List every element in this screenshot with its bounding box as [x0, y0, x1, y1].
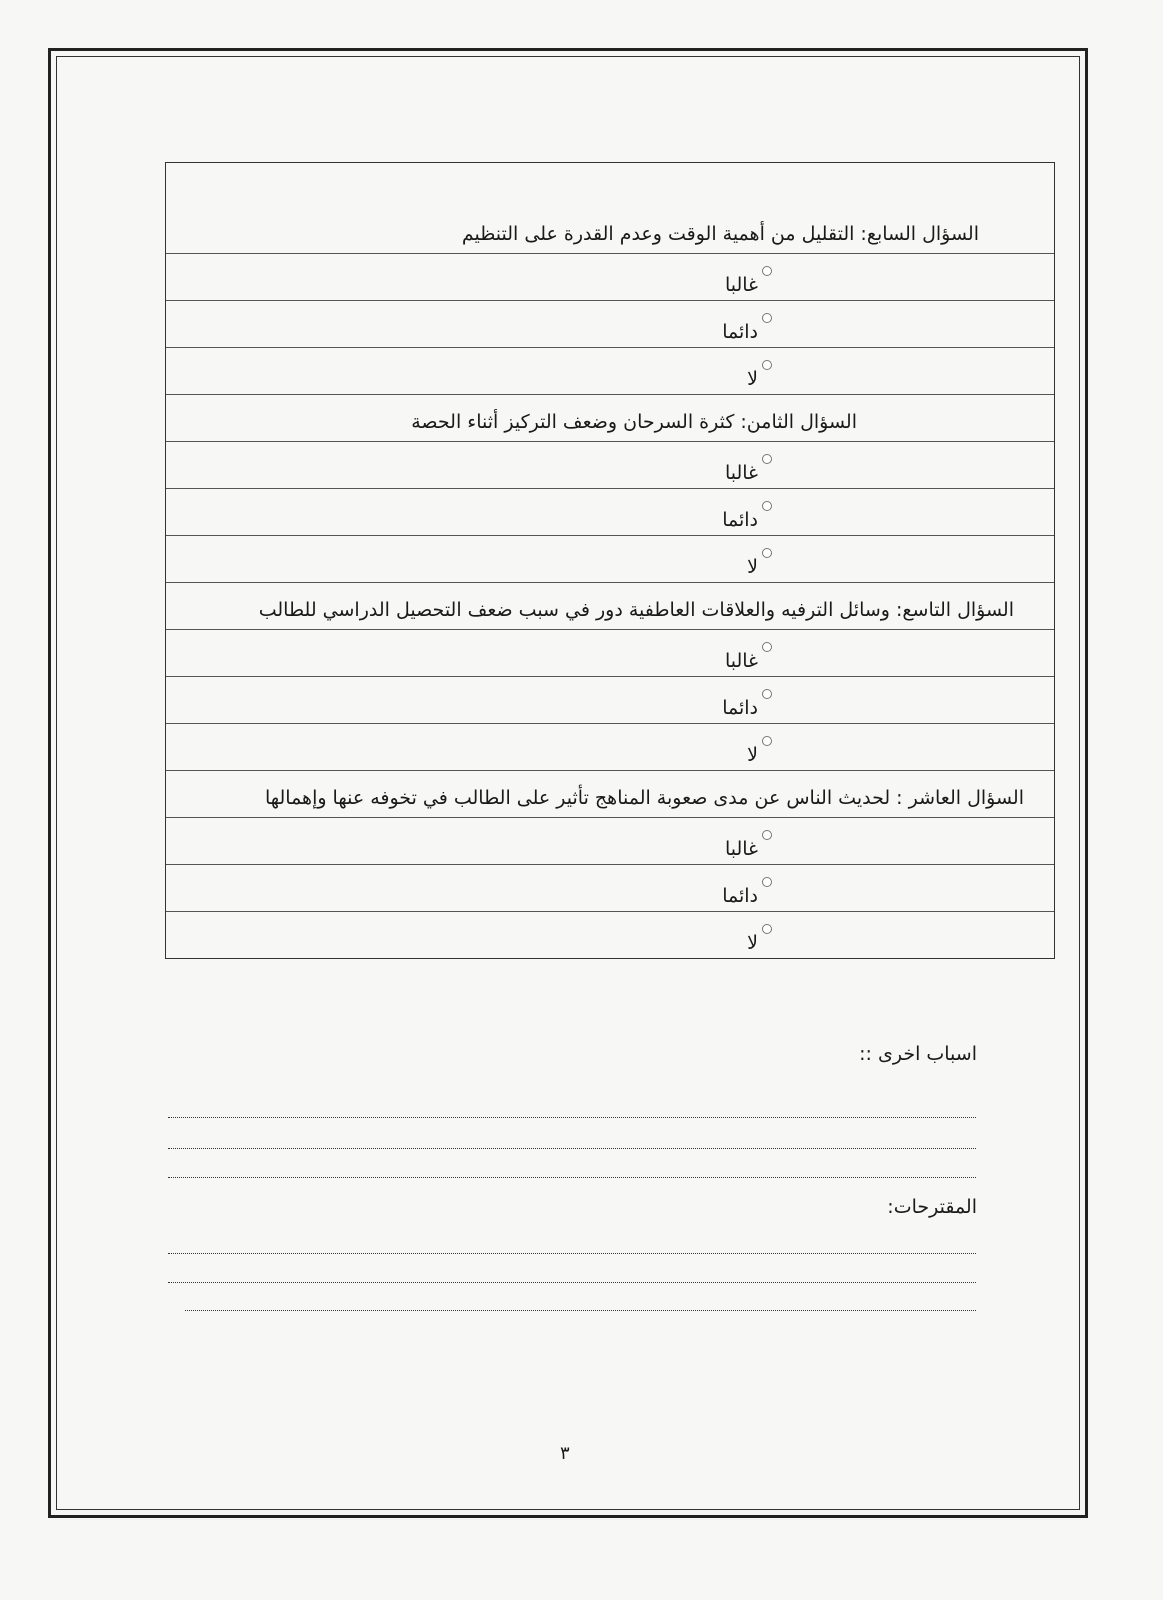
option-often[interactable]	[725, 274, 772, 296]
option-label: دائما	[722, 697, 758, 719]
question-row	[166, 163, 1054, 253]
option-label: غالبا	[724, 462, 758, 484]
suggestions-label: المقترحات:	[887, 1196, 977, 1218]
option-label: غالبا	[724, 274, 758, 296]
option-often[interactable]	[725, 462, 772, 484]
radio-button[interactable]	[762, 313, 772, 323]
option-no[interactable]	[747, 744, 772, 766]
question-row	[166, 770, 1054, 817]
option-row[interactable]	[166, 911, 1054, 958]
option-often[interactable]	[725, 838, 772, 860]
other-reasons-label: اسباب اخرى ::	[859, 1043, 977, 1065]
option-label: لا	[747, 368, 758, 390]
question-row	[166, 394, 1054, 441]
suggestions-line[interactable]	[168, 1253, 976, 1254]
option-no[interactable]	[747, 932, 772, 954]
radio-button[interactable]	[762, 830, 772, 840]
option-row[interactable]	[166, 300, 1054, 347]
option-label: دائما	[722, 509, 758, 531]
other-reasons-line[interactable]	[168, 1117, 976, 1118]
radio-button[interactable]	[762, 689, 772, 699]
question-row	[166, 582, 1054, 629]
option-label: دائما	[722, 885, 758, 907]
radio-button[interactable]	[762, 736, 772, 746]
option-row[interactable]	[166, 347, 1054, 394]
option-label: لا	[747, 932, 758, 954]
radio-button[interactable]	[762, 642, 772, 652]
radio-button[interactable]	[762, 360, 772, 370]
option-row[interactable]	[166, 723, 1054, 770]
radio-button[interactable]	[762, 266, 772, 276]
page-number: ٣	[560, 1443, 570, 1464]
radio-button[interactable]	[762, 548, 772, 558]
radio-button[interactable]	[762, 454, 772, 464]
suggestions-line[interactable]	[185, 1310, 976, 1311]
option-always[interactable]	[722, 321, 772, 343]
option-row[interactable]	[166, 441, 1054, 488]
radio-button[interactable]	[762, 877, 772, 887]
option-label: لا	[747, 556, 758, 578]
radio-button[interactable]	[762, 924, 772, 934]
option-often[interactable]	[725, 650, 772, 672]
option-no[interactable]	[747, 368, 772, 390]
option-row[interactable]	[166, 488, 1054, 535]
suggestions-line[interactable]	[168, 1282, 976, 1283]
option-no[interactable]	[747, 556, 772, 578]
option-row[interactable]	[166, 864, 1054, 911]
option-row[interactable]	[166, 253, 1054, 300]
question-text: السؤال الثامن: كثرة السرحان وضعف التركيز أثناء الحصة	[411, 411, 857, 433]
option-always[interactable]	[722, 885, 772, 907]
option-row[interactable]	[166, 676, 1054, 723]
option-always[interactable]	[722, 697, 772, 719]
question-text: السؤال العاشر : لحديث الناس عن مدى صعوبة المناهج تأثير على الطالب في تخوفه عنها وإهمالها	[264, 787, 1024, 809]
option-row[interactable]	[166, 535, 1054, 582]
other-reasons-line[interactable]	[168, 1177, 976, 1178]
option-row[interactable]	[166, 817, 1054, 864]
option-row[interactable]	[166, 629, 1054, 676]
option-always[interactable]	[722, 509, 772, 531]
survey-table	[165, 162, 1055, 959]
option-label: دائما	[722, 321, 758, 343]
option-label: غالبا	[724, 838, 758, 860]
radio-button[interactable]	[762, 501, 772, 511]
question-text: السؤال السابع: التقليل من أهمية الوقت وعدم القدرة على التنظيم	[461, 223, 979, 245]
option-label: لا	[747, 744, 758, 766]
option-label: غالبا	[724, 650, 758, 672]
question-text: السؤال التاسع: وسائل الترفيه والعلاقات العاطفية دور في سبب ضعف التحصيل الدراسي للطالب	[258, 599, 1014, 621]
other-reasons-line[interactable]	[168, 1148, 976, 1149]
